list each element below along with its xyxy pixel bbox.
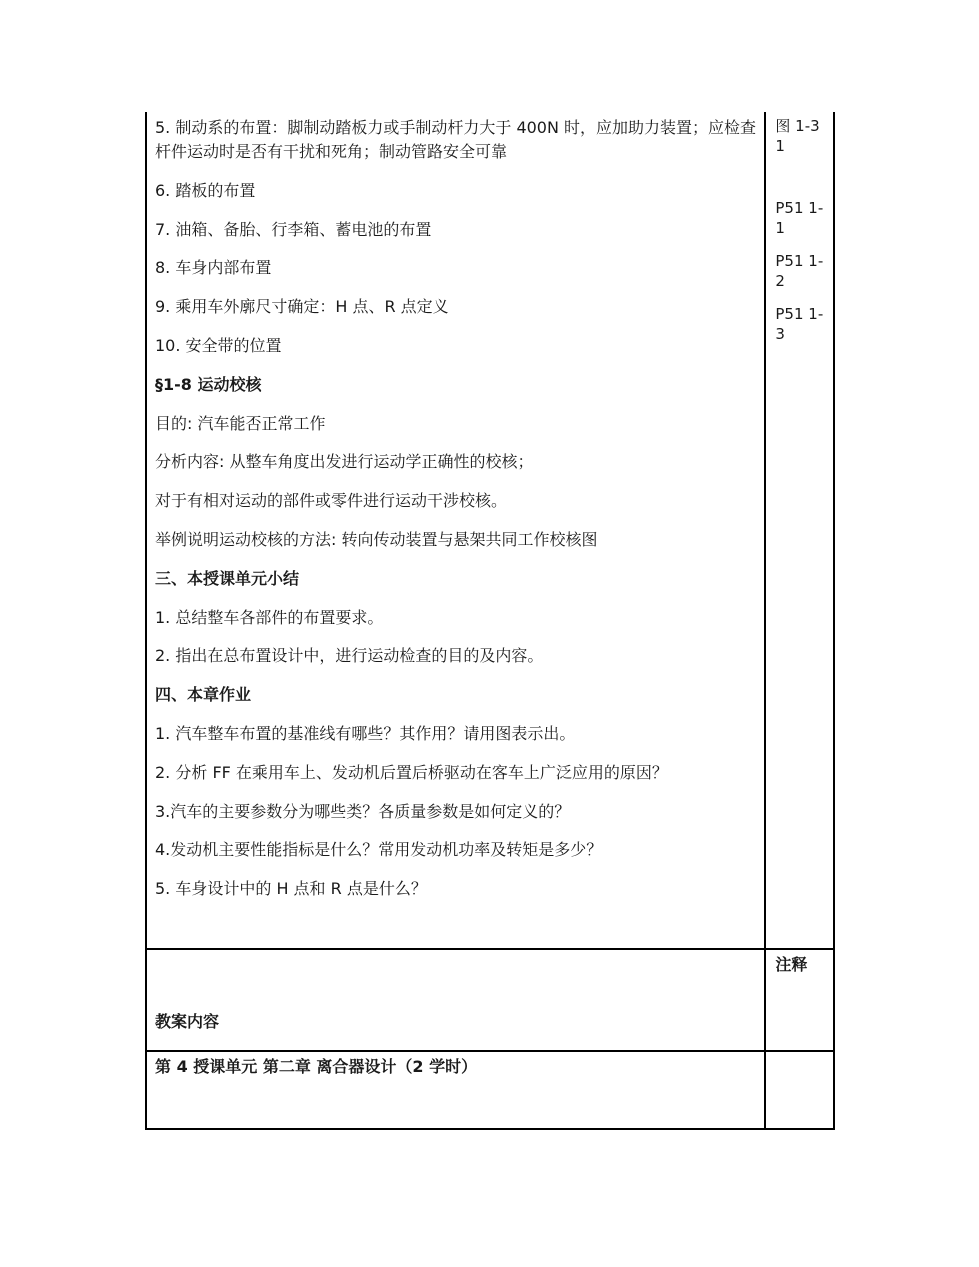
content-row [146, 112, 834, 949]
unit-note-cell [765, 1051, 834, 1129]
section-heading: 四、本章作业 [155, 685, 252, 705]
content-line: 5. 车身设计中的 H 点和 R 点是什么？ [155, 879, 427, 899]
header-content-label: 教案内容 [155, 1012, 220, 1031]
content-line: 9. 乘用车外廓尺寸确定：H 点、R 点定义 [155, 297, 449, 317]
content-line: 举例说明运动校核的方法: 转向传动装置与悬架共同工作校核图 [155, 529, 598, 549]
content-line: 2. 指出在总布置设计中，进行运动检查的目的及内容。 [155, 646, 544, 666]
header-left-cell [146, 949, 765, 1051]
note-p51-1-1: P51 1-1 [775, 199, 824, 237]
content-line: 1. 总结整车各部件的布置要求。 [155, 607, 384, 627]
note-p51-1-2: P51 1-2 [775, 252, 824, 290]
content-line: 目的: 汽车能否正常工作 [155, 413, 326, 433]
header-row [146, 949, 834, 1051]
content-line: 8. 车身内部布置 [155, 258, 272, 278]
unit-title: 第 4 授课单元 第二章 离合器设计（2 学时） [155, 1057, 478, 1076]
content-line: 6. 踏板的布置 [155, 180, 256, 200]
content-line: 7. 油箱、备胎、行李箱、蓄电池的布置 [155, 219, 432, 239]
note-p51-1-3: P51 1-3 [775, 305, 824, 343]
unit-row [146, 1051, 834, 1129]
unit-title-cell [146, 1051, 765, 1129]
content-line: 1. 汽车整车布置的基准线有哪些？其作用？请用图表示出。 [155, 723, 576, 743]
content-line: 2. 分析 FF 在乘用车上、发动机后置后桥驱动在客车上广泛应用的原因？ [155, 762, 668, 782]
content-line: 4.发动机主要性能指标是什么？常用发动机功率及转矩是多少？ [155, 840, 603, 860]
content-line: 3.汽车的主要参数分为哪些类？各质量参数是如何定义的？ [155, 801, 571, 821]
content-line: 10. 安全带的位置 [155, 335, 282, 355]
content-cell [146, 112, 765, 949]
content-line: 对于有相对运动的部件或零件进行运动干涉校核。 [155, 491, 508, 511]
content-lines [147, 112, 764, 948]
header-right-cell [765, 949, 834, 1051]
header-notes-label: 注释 [775, 955, 808, 974]
notes-cell [765, 112, 834, 949]
lesson-plan-table [145, 112, 835, 1130]
note-figure-1-31: 图 1-31 [775, 117, 820, 155]
section-heading: 三、本授课单元小结 [155, 568, 300, 588]
content-line: 5. 制动系的布置：脚制动踏板力或手制动杆力大于 400N 时，应加助力装置；应检查杆件运动时是否有干扰和死角；制动管路安全可靠 [155, 118, 757, 161]
notes-column [766, 112, 833, 948]
section-heading: §1-8 运动校核 [155, 374, 262, 394]
content-line: 分析内容: 从整车角度出发进行运动学正确性的校核； [155, 452, 534, 472]
